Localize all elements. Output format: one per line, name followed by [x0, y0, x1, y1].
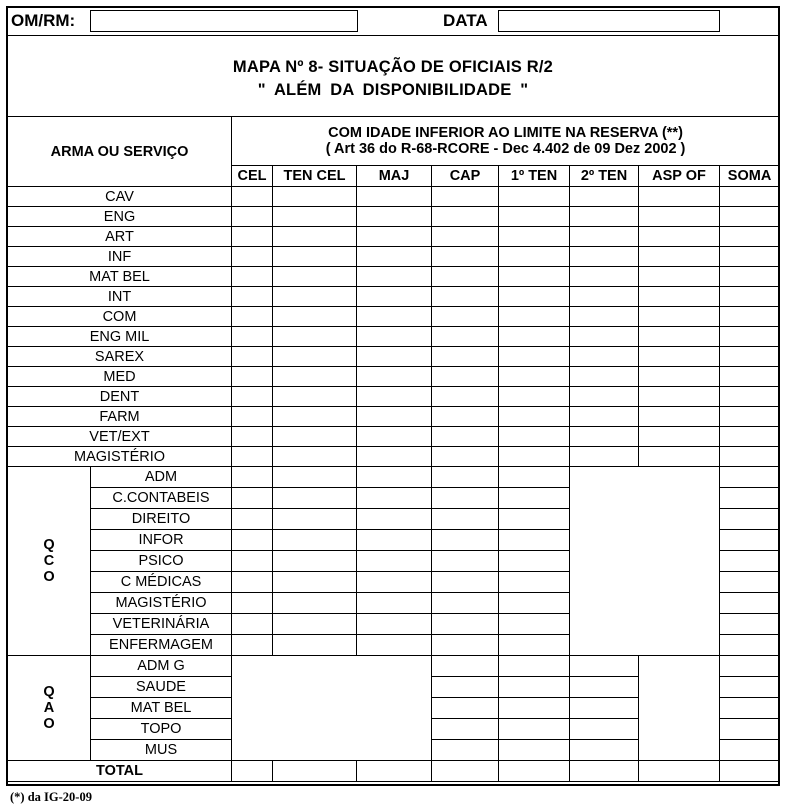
table-cell[interactable]: [432, 207, 499, 227]
table-cell[interactable]: [357, 551, 432, 572]
table-cell[interactable]: [639, 387, 720, 407]
table-row: [8, 207, 780, 227]
row-label: INF: [8, 247, 232, 267]
table-cell[interactable]: [720, 488, 780, 509]
row-label: VET/EXT: [8, 427, 232, 447]
table-cell[interactable]: [499, 407, 570, 427]
table-cell[interactable]: [232, 267, 273, 287]
table-cell[interactable]: [639, 187, 720, 207]
table-cell[interactable]: [273, 227, 357, 247]
table-cell[interactable]: [570, 387, 639, 407]
total-cell[interactable]: [232, 761, 273, 782]
row-label: CAV: [8, 187, 232, 207]
table-cell[interactable]: [639, 247, 720, 267]
header-row: [6, 6, 780, 36]
table-cell[interactable]: [570, 677, 639, 698]
qao-letter: A: [43, 700, 55, 716]
table-cell[interactable]: [720, 367, 780, 387]
table-cell[interactable]: [432, 387, 499, 407]
table-cell[interactable]: [639, 207, 720, 227]
table-cell[interactable]: [273, 572, 357, 593]
qao-letter: O: [43, 716, 55, 732]
table-cell[interactable]: [432, 740, 499, 761]
column-header: CAP: [432, 166, 499, 187]
row-label: C MÉDICAS: [91, 572, 232, 593]
table-row: [8, 427, 780, 447]
table-row: [8, 367, 780, 387]
table-cell[interactable]: [499, 227, 570, 247]
table-cell[interactable]: [499, 635, 570, 656]
table-cell[interactable]: [720, 614, 780, 635]
table-cell[interactable]: [570, 698, 639, 719]
table-cell[interactable]: [720, 719, 780, 740]
row-label: PSICO: [91, 551, 232, 572]
column-header: SOMA: [720, 166, 780, 187]
row-label: ADM G: [91, 656, 232, 677]
total-cell[interactable]: [432, 761, 499, 782]
table-cell[interactable]: [432, 593, 499, 614]
empty-block: [570, 467, 720, 656]
table-cell[interactable]: [273, 488, 357, 509]
row-label: MAT BEL: [91, 698, 232, 719]
table-cell[interactable]: [499, 287, 570, 307]
table-cell[interactable]: [720, 227, 780, 247]
table-cell[interactable]: [570, 740, 639, 761]
table-cell[interactable]: [273, 407, 357, 427]
table-cell[interactable]: [357, 287, 432, 307]
table-cell[interactable]: [499, 698, 570, 719]
total-cell[interactable]: [273, 761, 357, 782]
column-header: CEL: [232, 166, 273, 187]
table-cell[interactable]: [499, 267, 570, 287]
table-cell[interactable]: [720, 307, 780, 327]
table-cell[interactable]: [232, 227, 273, 247]
table-cell[interactable]: [639, 307, 720, 327]
table-cell[interactable]: [432, 509, 499, 530]
table-cell[interactable]: [639, 327, 720, 347]
table-cell[interactable]: [720, 187, 780, 207]
row-label: SAUDE: [91, 677, 232, 698]
row-label: FARM: [8, 407, 232, 427]
qco-group-label: [8, 467, 91, 656]
table-cell[interactable]: [499, 367, 570, 387]
table-cell[interactable]: [432, 635, 499, 656]
table-cell[interactable]: [273, 247, 357, 267]
table-cell[interactable]: [499, 614, 570, 635]
table-cell[interactable]: [232, 207, 273, 227]
row-label: ENG: [8, 207, 232, 227]
table-cell[interactable]: [273, 387, 357, 407]
table-cell[interactable]: [232, 387, 273, 407]
row-label: SAREX: [8, 347, 232, 367]
table-cell[interactable]: [570, 267, 639, 287]
table-cell[interactable]: [232, 551, 273, 572]
title-line-2: " ALÉM DA DISPONIBILIDADE ": [257, 81, 529, 99]
table-cell[interactable]: [232, 530, 273, 551]
table-cell[interactable]: [720, 247, 780, 267]
table-cell[interactable]: [720, 407, 780, 427]
table-cell[interactable]: [720, 347, 780, 367]
table-cell[interactable]: [570, 287, 639, 307]
table-cell[interactable]: [499, 740, 570, 761]
column-header: 2º TEN: [570, 166, 639, 187]
table-cell[interactable]: [432, 247, 499, 267]
column-header: ASP OF: [639, 166, 720, 187]
table-cell[interactable]: [273, 287, 357, 307]
table-cell[interactable]: [357, 227, 432, 247]
table-cell[interactable]: [432, 656, 499, 677]
table-cell[interactable]: [720, 387, 780, 407]
table-cell[interactable]: [273, 509, 357, 530]
table-cell[interactable]: [499, 247, 570, 267]
table-cell[interactable]: [357, 327, 432, 347]
table-cell[interactable]: [357, 467, 432, 488]
table-row: [8, 447, 780, 467]
table-cell[interactable]: [499, 387, 570, 407]
table-cell[interactable]: [570, 656, 639, 677]
column-header: MAJ: [357, 166, 432, 187]
table-cell[interactable]: [432, 698, 499, 719]
table-row: [8, 287, 780, 307]
column-header: TEN CEL: [273, 166, 357, 187]
title-line-1: MAPA Nº 8- SITUAÇÃO DE OFICIAIS R/2: [232, 58, 554, 76]
table-cell[interactable]: [232, 635, 273, 656]
table-cell[interactable]: [499, 488, 570, 509]
table-cell[interactable]: [639, 287, 720, 307]
table-cell[interactable]: [432, 287, 499, 307]
row-label: MAT BEL: [8, 267, 232, 287]
table-cell[interactable]: [357, 509, 432, 530]
table-cell[interactable]: [570, 227, 639, 247]
table-cell[interactable]: [432, 614, 499, 635]
table-cell[interactable]: [357, 572, 432, 593]
table-cell[interactable]: [232, 347, 273, 367]
table-cell[interactable]: [720, 447, 780, 467]
table-cell[interactable]: [499, 187, 570, 207]
table-cell[interactable]: [720, 740, 780, 761]
table-cell[interactable]: [232, 367, 273, 387]
row-label: TOPO: [91, 719, 232, 740]
data-label: DATA: [443, 11, 488, 30]
table-cell[interactable]: [639, 347, 720, 367]
column-header: 1º TEN: [499, 166, 570, 187]
table-cell[interactable]: [432, 267, 499, 287]
table-cell[interactable]: [357, 187, 432, 207]
table-cell[interactable]: [720, 677, 780, 698]
row-header: ARMA OU SERVIÇO: [8, 117, 232, 187]
table-cell[interactable]: [432, 447, 499, 467]
table-cell[interactable]: [432, 467, 499, 488]
table-cell[interactable]: [639, 267, 720, 287]
row-label: DENT: [8, 387, 232, 407]
table-cell[interactable]: [432, 719, 499, 740]
table-row: [8, 407, 780, 427]
table-cell[interactable]: [720, 698, 780, 719]
table-cell[interactable]: [639, 367, 720, 387]
table-cell[interactable]: [273, 467, 357, 488]
table-cell[interactable]: [357, 614, 432, 635]
qco-letter: C: [43, 553, 55, 569]
table-cell[interactable]: [232, 407, 273, 427]
table-cell[interactable]: [232, 509, 273, 530]
table-cell[interactable]: [570, 187, 639, 207]
total-row: [8, 761, 780, 782]
table-cell[interactable]: [232, 287, 273, 307]
table-cell[interactable]: [357, 427, 432, 447]
table-cell[interactable]: [639, 227, 720, 247]
row-label: ENG MIL: [8, 327, 232, 347]
table-row: [8, 247, 780, 267]
footnote: (*) da IG-20-09: [10, 790, 92, 804]
table-cell[interactable]: [499, 677, 570, 698]
table-cell[interactable]: [273, 267, 357, 287]
row-label: COM: [8, 307, 232, 327]
table-cell[interactable]: [232, 427, 273, 447]
qco-letter: Q: [43, 537, 55, 553]
row-label: MAGISTÉRIO: [8, 447, 232, 467]
table-cell[interactable]: [570, 307, 639, 327]
row-label: MAGISTÉRIO: [91, 593, 232, 614]
table-cell[interactable]: [357, 247, 432, 267]
table-cell[interactable]: [570, 427, 639, 447]
table-cell[interactable]: [639, 447, 720, 467]
table-cell[interactable]: [570, 207, 639, 227]
table-cell[interactable]: [273, 427, 357, 447]
table-cell[interactable]: [499, 551, 570, 572]
table-cell[interactable]: [357, 207, 432, 227]
table-cell[interactable]: [720, 327, 780, 347]
table-cell[interactable]: [499, 467, 570, 488]
empty-block: [232, 656, 432, 761]
table-cell[interactable]: [499, 509, 570, 530]
row-label: ART: [8, 227, 232, 247]
total-cell[interactable]: [720, 761, 780, 782]
row-label: ENFERMAGEM: [91, 635, 232, 656]
qao-letter: Q: [43, 684, 55, 700]
empty-block: [639, 656, 720, 761]
table-cell[interactable]: [432, 407, 499, 427]
table-cell[interactable]: [232, 447, 273, 467]
table-row: [8, 267, 780, 287]
table-cell[interactable]: [499, 572, 570, 593]
table-cell[interactable]: [432, 307, 499, 327]
data-field[interactable]: [498, 10, 720, 32]
table-cell[interactable]: [232, 247, 273, 267]
table-cell[interactable]: [357, 635, 432, 656]
table-row: [8, 347, 780, 367]
om-rm-field[interactable]: [90, 10, 358, 32]
total-cell[interactable]: [570, 761, 639, 782]
table-cell[interactable]: [432, 227, 499, 247]
group-header: [232, 117, 780, 166]
qao-group-label: [8, 656, 91, 761]
table-cell[interactable]: [499, 307, 570, 327]
table-cell[interactable]: [357, 347, 432, 367]
table-cell[interactable]: [570, 407, 639, 427]
table-cell[interactable]: [570, 447, 639, 467]
table-cell[interactable]: [499, 447, 570, 467]
table-cell[interactable]: [357, 367, 432, 387]
table-cell[interactable]: [499, 719, 570, 740]
row-label: VETERINÁRIA: [91, 614, 232, 635]
table-cell[interactable]: [232, 307, 273, 327]
table-row: [8, 187, 780, 207]
table-cell[interactable]: [232, 488, 273, 509]
table-cell[interactable]: [273, 347, 357, 367]
table-cell[interactable]: [273, 187, 357, 207]
table-row: [8, 656, 780, 677]
table-cell[interactable]: [232, 572, 273, 593]
table-cell[interactable]: [720, 207, 780, 227]
row-label: MUS: [91, 740, 232, 761]
table-cell[interactable]: [432, 488, 499, 509]
table-cell[interactable]: [357, 407, 432, 427]
row-label: ADM: [91, 467, 232, 488]
table-row: [8, 327, 780, 347]
qco-letter: O: [43, 569, 55, 585]
total-cell[interactable]: [357, 761, 432, 782]
table-cell[interactable]: [720, 427, 780, 447]
total-cell[interactable]: [639, 761, 720, 782]
table-cell[interactable]: [432, 327, 499, 347]
table-cell[interactable]: [432, 530, 499, 551]
table-cell[interactable]: [499, 530, 570, 551]
table-cell[interactable]: [273, 367, 357, 387]
table-cell[interactable]: [499, 427, 570, 447]
table-cell[interactable]: [357, 447, 432, 467]
table-cell[interactable]: [432, 347, 499, 367]
table-cell[interactable]: [273, 447, 357, 467]
table-cell[interactable]: [720, 509, 780, 530]
group-header-line-1: COM IDADE INFERIOR AO LIMITE NA RESERVA (**): [328, 125, 683, 141]
table-cell[interactable]: [357, 593, 432, 614]
table-cell[interactable]: [499, 327, 570, 347]
table-row: [8, 227, 780, 247]
table-cell[interactable]: [570, 327, 639, 347]
table-cell[interactable]: [273, 614, 357, 635]
table-cell[interactable]: [232, 187, 273, 207]
table-cell[interactable]: [232, 593, 273, 614]
total-cell[interactable]: [499, 761, 570, 782]
table-cell[interactable]: [720, 287, 780, 307]
table-cell[interactable]: [720, 551, 780, 572]
table-cell[interactable]: [273, 551, 357, 572]
table-cell[interactable]: [499, 207, 570, 227]
row-label: C.CONTABEIS: [91, 488, 232, 509]
table-cell[interactable]: [720, 656, 780, 677]
table-cell[interactable]: [273, 530, 357, 551]
table-cell[interactable]: [273, 207, 357, 227]
table-cell[interactable]: [357, 307, 432, 327]
row-label: INT: [8, 287, 232, 307]
table-cell[interactable]: [432, 572, 499, 593]
row-label: INFOR: [91, 530, 232, 551]
table-cell[interactable]: [232, 467, 273, 488]
table-cell[interactable]: [273, 307, 357, 327]
row-label: DIREITO: [91, 509, 232, 530]
table-cell[interactable]: [232, 614, 273, 635]
table-cell[interactable]: [273, 635, 357, 656]
table-cell[interactable]: [570, 247, 639, 267]
om-rm-label: OM/RM:: [11, 11, 76, 30]
group-header-line-2: ( Art 36 do R-68-RCORE - Dec 4.402 de 09 Dez 2002 ): [325, 141, 686, 157]
table-cell[interactable]: [720, 635, 780, 656]
table-cell[interactable]: [639, 427, 720, 447]
table-cell[interactable]: [499, 656, 570, 677]
table-cell[interactable]: [357, 488, 432, 509]
table-cell[interactable]: [570, 367, 639, 387]
table-cell[interactable]: [232, 327, 273, 347]
table-cell[interactable]: [720, 593, 780, 614]
officers-table: [7, 116, 780, 782]
table-cell[interactable]: [499, 347, 570, 367]
table-cell[interactable]: [357, 387, 432, 407]
table-cell[interactable]: [357, 530, 432, 551]
table-row: [8, 307, 780, 327]
table-cell[interactable]: [639, 407, 720, 427]
table-cell[interactable]: [720, 530, 780, 551]
table-cell[interactable]: [432, 677, 499, 698]
row-label: MED: [8, 367, 232, 387]
table-cell[interactable]: [432, 187, 499, 207]
total-label: TOTAL: [8, 761, 232, 782]
table-cell[interactable]: [720, 267, 780, 287]
table-cell[interactable]: [357, 267, 432, 287]
table-cell[interactable]: [720, 572, 780, 593]
table-cell[interactable]: [432, 427, 499, 447]
table-row: [8, 387, 780, 407]
table-cell[interactable]: [273, 593, 357, 614]
table-cell[interactable]: [720, 467, 780, 488]
table-cell[interactable]: [499, 593, 570, 614]
table-cell[interactable]: [570, 719, 639, 740]
table-cell[interactable]: [273, 327, 357, 347]
table-row: [8, 467, 780, 488]
table-cell[interactable]: [570, 347, 639, 367]
table-cell[interactable]: [432, 551, 499, 572]
table-cell[interactable]: [432, 367, 499, 387]
